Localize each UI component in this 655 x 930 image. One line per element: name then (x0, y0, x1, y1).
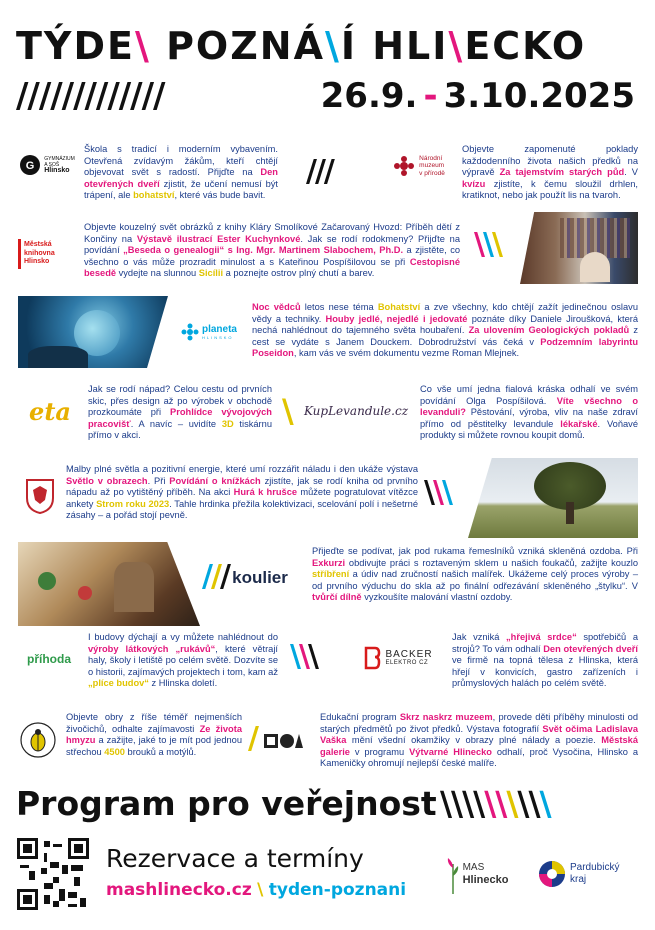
brouci-text: Objevte obry z říše téměř nejmenších živočichů, odhalte zajímavosti Ze života hmyzu a zažijte, jaké to je mít pod jednou střechou 4500 brouků a motýlů. (66, 712, 243, 757)
koulier-logo: koulier (232, 568, 288, 587)
program-slashes: \\\\\\\\\\ (440, 784, 551, 823)
knihovna-text: Objevte kouzelný svět obrázků z knihy Kláry Smolíkové Začarovaný Hvozd: Příběh dětí z Končiny na Výstavě ilustrací Ester Kuchynkové. Jak se rodí rodokmeny? Přijďte na povídání „Beseda o genealogii“ s Ing. Mgr. Martinem Slabochem, Ph.D. a zjistěte, co všechno o vás může prozradit minulost a s Kateřinou Pospíšilovou se při Cestopisné besedě vydejte na slunnou Sicílii a poznejte ostrov plný chutí a barev. (84, 222, 461, 279)
decorative-slashes: ///////////// (16, 76, 165, 116)
edukacni-text: Edukační program Skrz naskrz muzeem, provede děti příběhy minulosti od starých předmětů po život předků. Výstava fotografií Svět očima Ladislava Vaška mění všední okamžiky v obrazy plné nálady a poezie. Městská galerie v programu Výtvarné Hlinecko odhalí, proč Vysočina, Hlinsko a Kameničky ohromují nejlepší české malíře. (320, 712, 639, 769)
mesto-text: Malby plné světla a pozitivní energie, které umí rozzářit náladu i den ukáže výstava Světlo v obrazech. Při Povídání o knížkách zjistíte, jak se rodí kniha od prvního nápadu až po vytištěný příběh. Na akci Hurá k hrušce můžete pogratulovat vítězce ankety Strom roku 2023. Tahle hrdinka přežila kolektivizaci, scelování polí i nešetrné zásahy – a pořád stojí pevně. (66, 464, 419, 521)
muzeum-logo: Národní muzeum v přírodě (384, 150, 454, 182)
kraj-circle-icon (538, 860, 566, 888)
date-line (16, 76, 641, 116)
deco-slash-3: \ (282, 392, 292, 430)
prihoda-logo: příhoda (27, 652, 71, 666)
library-photo (520, 212, 638, 284)
levandule-text: Co vše umí jedna fialová kráska odhalí ve svém povídání Olga Pospíšilová. Víte všechno o levanduli? Pěstování, výroba, vliv na naše zdraví přímo od pěstitelky levandule lékařské. Voňavé produkty si můžete rovnou koupit domů. (420, 384, 638, 441)
event-dates: 26.9. - 3.10.2025 (320, 76, 635, 116)
levandule-logo: KupLevandule.cz (303, 404, 409, 418)
knihovna-logo: Městská knihovna Hlinsko (18, 236, 76, 272)
backer-text: Jak vzniká „hřejivá srdce“ spotřebičů a strojů? To vám odhalí Den otevřených dveří ve firmě na topná tělesa z Hlinska, která hřejí v konvicích, gastro zařízeních i průmyslových halách po celém světě. (452, 632, 638, 689)
planeta-flower-icon (181, 323, 199, 341)
mas-hlinecko-logo: MAS Hlinecko (436, 850, 518, 898)
reservation-heading: Rezervace a termíny (106, 844, 364, 873)
gymnazium-icon (19, 154, 41, 176)
beetle-badge-icon (19, 721, 57, 759)
muzeum-text: Objevte zapomenuté poklady každodenního života našich předků na výpravě Za tajemstvím starých půd. V kvízu zjistíte, k čemu sloužil drhlen, kratiknot, nebo jak použít lis na tvaroh. (462, 144, 638, 201)
prihoda-text: I budovy dýchají a vy můžete nahlédnout do výroby látkových „rukávů“, které větrají haly, školy i letiště po celém světě. Dozvíte se o historii, zajímavých projektech i tom, kam až „plíce budov“ z Hlinska doletí. (88, 632, 278, 689)
koulier-text: Přijeďte se podívat, jak pod rukama řemeslníků vzniká skleněná ozdoba. Při Exkurzi obdivujte práci s roztaveným sklem u našich foukačů, zažijte kouzlo stříbření a údiv nad zručností našich malířek. Ukážeme celý proces výroby – od prvního výduchu do skla až po finální odřezávání skleněného „štylku“. V tvůrčí dílně vyzkoušíte malování vlastní ozdoby. (312, 546, 638, 603)
deco-slashes-1: /// (306, 154, 333, 189)
svg-text:G: G (25, 160, 35, 172)
pardubicky-kraj-logo: Pardubický kraj (538, 858, 642, 890)
gymnazium-logo: G GYMNÁZIUM A SOŠ Hlinsko (18, 150, 76, 180)
qr-code[interactable] (17, 838, 89, 910)
gymnazium-text: Škola s tradicí i moderním vybavením. Otevřená zvídavým žákům, kteří chtějí objevovat svět s radostí. Přijďte na Den otevřených dveří zjistit, že učení nemusí být trápení, ale bohatství, které vás bude bavit. (84, 144, 278, 201)
backer-icon (363, 646, 381, 670)
glass-workshop-photo (18, 542, 200, 626)
planeta-logo: planeta HLINSKO (176, 320, 242, 344)
deco-slashes-4: \\\ (424, 475, 451, 510)
galerie-logo (262, 730, 304, 752)
eta-logo: eta (29, 396, 71, 426)
deco-slashes-6: \\\ (290, 639, 317, 674)
planeta-text: Noc vědců letos nese téma Bohatství a zve všechny, kdo chtějí zažít jedinečnou oslavu vědy a techniky. Houby jedlé, nejedlé i jedovaté poznáte díky Daniele Jiroušková, která nechá nahlédnout do tajemného světa houbaření. Za ulovením Geologických pokladů z cest se vydáte s Janem Douckem. Dobrodružství vás čeká v Podzemním labyrintu Poseidon, kam vás ve svém dokumentu vezme Roman Mlejnek. (252, 302, 639, 359)
planetarium-photo (18, 296, 168, 368)
hlinsko-coat-of-arms (22, 476, 58, 516)
program-heading: Program pro veřejnost (16, 784, 437, 823)
brouci-logo (18, 720, 58, 760)
eta-text: Jak se rodí nápad? Celou cestu od prvních skic, přes design až po výrobek v obchodě prozkoumáte při Prohlídce vývojových pracovišť. A navíc – uvidíte 3D tiskárnu přímo v akci. (88, 384, 272, 441)
muzeum-flower-icon (393, 155, 415, 177)
reservation-url[interactable]: mashlinecko.cz \ tyden-poznani (106, 880, 407, 900)
poster-title: TÝDE\ POZNÁ\Í HLI\ECKO (16, 24, 587, 68)
deco-slash-7: / (248, 721, 257, 756)
coat-of-arms-icon (25, 478, 55, 514)
deco-slashes-5: /// (202, 559, 229, 594)
gallery-icons (263, 732, 303, 750)
tree-photo (468, 458, 638, 538)
deco-slashes-2: \\\ (474, 227, 501, 262)
mas-plant-icon (446, 854, 460, 894)
backer-logo: BACKER ELEKTRO CZ (358, 644, 438, 672)
